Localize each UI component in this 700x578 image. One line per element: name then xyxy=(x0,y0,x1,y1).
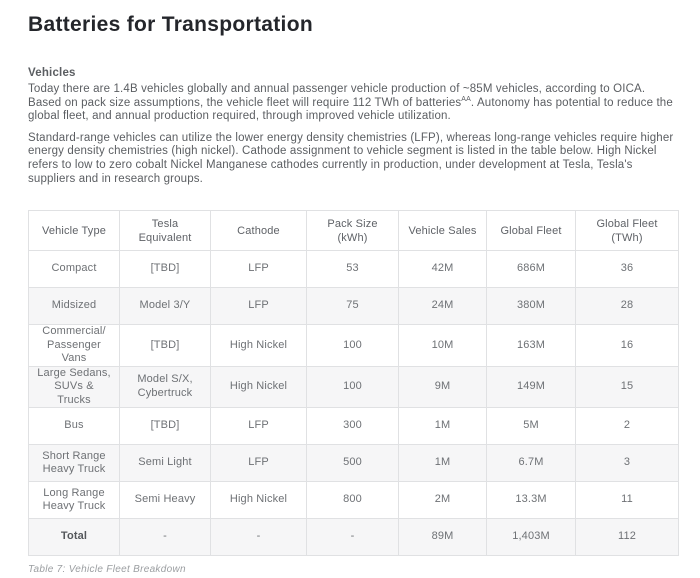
cell-vehicle-sales: 9M xyxy=(399,366,487,408)
cell-global-fleet: 1,403M xyxy=(487,519,576,556)
cell-vehicle-sales: 1M xyxy=(399,408,487,445)
col-header-cathode: Cathode xyxy=(211,211,307,251)
cell-global-fleet: 5M xyxy=(487,408,576,445)
cell-tesla-equivalent: Model 3/Y xyxy=(120,288,211,325)
cell-tesla-equivalent: Semi Heavy xyxy=(120,482,211,519)
cell-vehicle-sales: 2M xyxy=(399,482,487,519)
cell-vehicle-type: Commercial/ Passenger Vans xyxy=(29,325,120,367)
col-header-global-fleet-twh: Global Fleet (TWh) xyxy=(576,211,679,251)
page-title: Batteries for Transportation xyxy=(28,13,313,36)
section-heading-vehicles: Vehicles xyxy=(28,67,76,79)
table-header-row xyxy=(29,211,679,251)
cell-total-label: Total xyxy=(29,519,120,556)
cell-vehicle-type: Large Sedans, SUVs & Trucks xyxy=(29,366,120,408)
cell-tesla-equivalent: [TBD] xyxy=(120,325,211,367)
vehicle-fleet-table xyxy=(28,210,679,556)
col-header-vehicle-type: Vehicle Type xyxy=(29,211,120,251)
table-row-long-range-truck xyxy=(29,482,679,519)
cell-global-fleet: 13.3M xyxy=(487,482,576,519)
cell-global-fleet-twh: 3 xyxy=(576,445,679,482)
col-header-tesla-equivalent: Tesla Equivalent xyxy=(120,211,211,251)
cell-tesla-equivalent: - xyxy=(120,519,211,556)
cell-global-fleet: 380M xyxy=(487,288,576,325)
cell-cathode: LFP xyxy=(211,288,307,325)
cell-global-fleet-twh: 28 xyxy=(576,288,679,325)
cell-vehicle-sales: 89M xyxy=(399,519,487,556)
paragraph-text: Today there are 1.4B vehicles globally and annual passenger vehicle production of ~85M vehicles, according to OICA. Based on pack size assumptions, the vehicle fleet will require 112 TWh of batteries xyxy=(28,83,646,109)
cell-cathode: High Nickel xyxy=(211,325,307,367)
cell-pack-size: 100 xyxy=(307,366,399,408)
cell-global-fleet-twh: 36 xyxy=(576,251,679,288)
col-header-pack-size: Pack Size (kWh) xyxy=(307,211,399,251)
cell-global-fleet-twh: 15 xyxy=(576,366,679,408)
table-row-total xyxy=(29,519,679,556)
cell-vehicle-type: Long Range Heavy Truck xyxy=(29,482,120,519)
cell-pack-size: 75 xyxy=(307,288,399,325)
cell-pack-size: 800 xyxy=(307,482,399,519)
table-row-compact xyxy=(29,251,679,288)
paragraph-text: . Autonomy has potential to reduce the global fleet, and annual production required, through improved vehicle utilization. xyxy=(28,96,673,123)
cell-global-fleet: 686M xyxy=(487,251,576,288)
cell-tesla-equivalent: Model S/X, Cybertruck xyxy=(120,366,211,408)
cell-global-fleet-twh: 112 xyxy=(576,519,679,556)
cell-tesla-equivalent: Semi Light xyxy=(120,445,211,482)
cell-pack-size: 300 xyxy=(307,408,399,445)
paragraph-vehicles-1 xyxy=(28,83,678,124)
table-row-short-range-truck xyxy=(29,445,679,482)
cell-vehicle-sales: 24M xyxy=(399,288,487,325)
table-row-bus xyxy=(29,408,679,445)
cell-global-fleet: 163M xyxy=(487,325,576,367)
cell-cathode: High Nickel xyxy=(211,366,307,408)
cell-cathode: LFP xyxy=(211,408,307,445)
cell-global-fleet-twh: 11 xyxy=(576,482,679,519)
col-header-vehicle-sales: Vehicle Sales xyxy=(399,211,487,251)
table-row-midsized xyxy=(29,288,679,325)
table-caption: Table 7: Vehicle Fleet Breakdown xyxy=(28,564,186,576)
cell-cathode: - xyxy=(211,519,307,556)
cell-global-fleet-twh: 16 xyxy=(576,325,679,367)
cell-pack-size: 500 xyxy=(307,445,399,482)
cell-vehicle-sales: 42M xyxy=(399,251,487,288)
cell-tesla-equivalent: [TBD] xyxy=(120,408,211,445)
cell-vehicle-type: Bus xyxy=(29,408,120,445)
cell-cathode: LFP xyxy=(211,251,307,288)
cell-global-fleet-twh: 2 xyxy=(576,408,679,445)
cell-vehicle-type: Midsized xyxy=(29,288,120,325)
cell-pack-size: 100 xyxy=(307,325,399,367)
cell-vehicle-type: Compact xyxy=(29,251,120,288)
cell-tesla-equivalent: [TBD] xyxy=(120,251,211,288)
table-row-commercial-vans xyxy=(29,325,679,367)
cell-vehicle-type: Short Range Heavy Truck xyxy=(29,445,120,482)
footnote-marker: AA xyxy=(461,95,471,103)
col-header-global-fleet: Global Fleet xyxy=(487,211,576,251)
cell-global-fleet: 149M xyxy=(487,366,576,408)
cell-cathode: LFP xyxy=(211,445,307,482)
cell-vehicle-sales: 1M xyxy=(399,445,487,482)
cell-pack-size: - xyxy=(307,519,399,556)
paragraph-vehicles-2: Standard-range vehicles can utilize the lower energy density chemistries (LFP), whereas long-range vehicles require higher energy density chemistries (high nickel). Cathode assignment to vehicle segment is listed in the table below. High Nickel refers to low to zero cobalt Nickel Manganese cathodes currently in production, under development at Tesla, Tesla's suppliers and in research groups. xyxy=(28,131,674,185)
cell-global-fleet: 6.7M xyxy=(487,445,576,482)
cell-pack-size: 53 xyxy=(307,251,399,288)
table-row-large-sedans xyxy=(29,366,679,408)
cell-vehicle-sales: 10M xyxy=(399,325,487,367)
cell-cathode: High Nickel xyxy=(211,482,307,519)
